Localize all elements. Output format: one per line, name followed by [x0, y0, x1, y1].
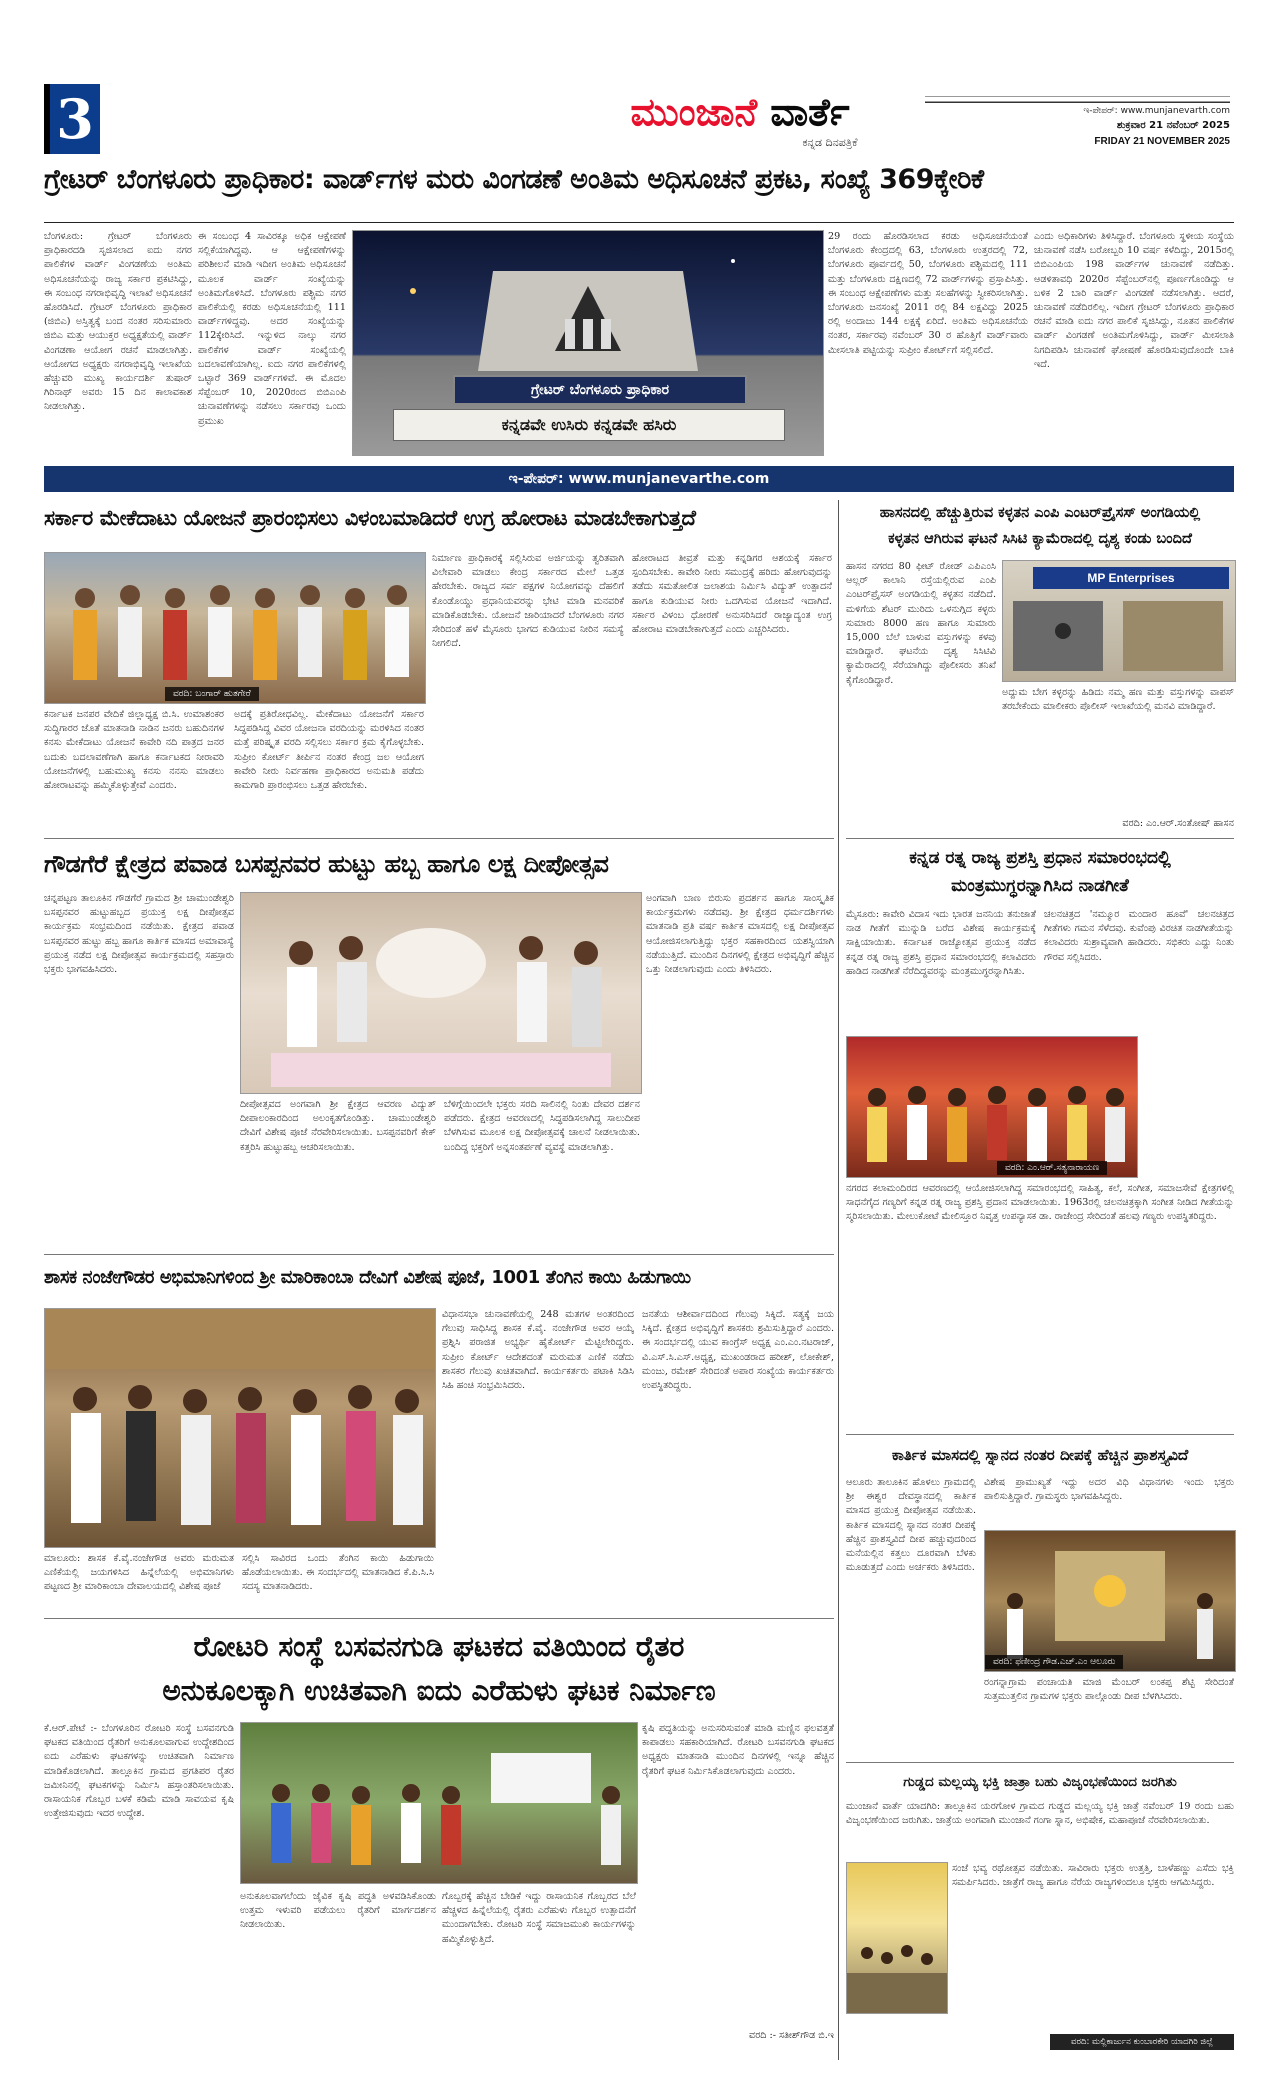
theft-rule: [846, 838, 1234, 839]
masthead-date-english: FRIDAY 21 NOVEMBER 2025: [1094, 136, 1230, 147]
maarikamba-col1: ಮಾಲೂರು: ಶಾಸಕ ಕೆ.ವೈ.ನಂಜೇಗೌಡ ಅವರು ಮರುಮತ ಎಣಿಕೆಯಲ್ಲಿ ಜಯಗಳಿಸಿದ ಹಿನ್ನೆಲೆಯಲ್ಲಿ ಅಭಿಮಾನಿಗಳು ಪಟ್ಟಣದ ಶ್ರೀ ಮಾರಿಕಾಂಬಾ ದೇವಾಲಯದಲ್ಲಿ ವಿಶೇಷ ಪೂಜೆ: [44, 1553, 234, 1593]
maarikamba-photo: [44, 1308, 436, 1548]
mekedatu-photo: [44, 552, 426, 704]
mekedatu-col2: ಅದಕ್ಕೆ ಪ್ರತಿರೋಧವಿಲ್ಲ. ಮೇಕೆದಾಟು ಯೋಜನೆಗೆ ಸರ್ಕಾರ ಸಿದ್ಧಪಡಿಸಿದ್ದ ವಿವರ ಯೋಜನಾ ವರದಿಯನ್ನು ಮರಳಿಸಿದ ನಂತರ ಮತ್ತೆ ಪರಿಷ್ಕೃತ ವರದಿ ಸಲ್ಲಿಸಲು ಸರ್ಕಾರ ಕ್ರಮ ಕೈಗೊಳ್ಳಬೇಕು. ಸುಪ್ರೀಂ ಕೋರ್ಟ್ ತೀರ್ಪಿನ ನಂತರ ಕೇಂದ್ರ ಜಲ ಆಯೋಗ ಕಾವೇರಿ ನೀರು ನಿರ್ವಹಣಾ ಪ್ರಾಧಿಕಾರದ ಅನುಮತಿ ಪಡೆದು ಕಾಮಗಾರಿ ಪ್ರಾರಂಭಿಸಲು ಒತ್ತಡ ಹೇರಬೇಕು.: [234, 709, 424, 792]
lead-col2: ಈ ಸಂಬಂಧ 4 ಸಾವಿರಕ್ಕೂ ಅಧಿಕ ಆಕ್ಷೇಪಣೆ ಸಲ್ಲಿಕೆಯಾಗಿದ್ದವು. ಆ ಆಕ್ಷೇಪಣೆಗಳನ್ನು ಪರಿಶೀಲನೆ ಮಾಡಿ ಇದೀಗ ಅಂತಿಮ ಅಧಿಸೂಚನೆ ಮೂಲಕ ವಾರ್ಡ್ ಸಂಖ್ಯೆಯನ್ನು ಅಂತಿಮಗೊಳಿಸಿದೆ. ಬೆಂಗಳೂರು ಪಶ್ಚಿಮ ನಗರ ಪಾಲಿಕೆಯಲ್ಲಿ ಕರಡು ಅಧಿಸೂಚನೆಯಲ್ಲಿ 111 ವಾರ್ಡ್‌ಗಳಿದ್ದವು. ಅದರ ಸಂಖ್ಯೆಯನ್ನು 112ಕ್ಕೇರಿಸಿದೆ. ಇನ್ನುಳಿದ ನಾಲ್ಕು ನಗರ ಪಾಲಿಕೆಗಳ ವಾರ್ಡ್ ಸಂಖ್ಯೆಯಲ್ಲಿ ಬದಲಾವಣೆಯಾಗಿಲ್ಲ. ಐದು ನಗರ ಪಾಲಿಕೆಗಳಲ್ಲಿ ಒಟ್ಟಾರೆ 369 ವಾರ್ಡ್‌ಗಳಿವೆ. ಈ ಮೊದಲ ಸೆಪ್ಟೆಂಬರ್ 10, 2020ರಂದ ಬಿಬಿಎಂಪಿ ಚುನಾವಣೆಗಳನ್ನು ನಡೆಸಲು ಸರ್ಕಾರವು ಒಂದು ಪ್ರಮುಖ: [198, 231, 346, 427]
karthika-body2: ರಂಗನ್ನಾಗ್ರಾಮ ಪಂಚಾಯತಿ ಮಾಜಿ ಮೆಂಬರ್ ಲಂಕಪ್ಪ ಶೆಟ್ಟಿ ಸೇರಿದಂತೆ ಸುತ್ತಮುತ್ತಲಿನ ಗ್ರಾಮಗಳ ಭಕ್ತರು ಪಾಲ್ಗೊಂಡು ದೀಪ ಬೆಳಗಿಸಿದರು.: [984, 1677, 1234, 1703]
maarikamba-rule: [44, 1618, 834, 1619]
gowdagere-headline: ಗೌಡಗೆರೆ ಕ್ಷೇತ್ರದ ಪವಾಡ ಬಸಪ್ಪನವರ ಹುಟ್ಟು ಹಬ್ಬ ಹಾಗೂ ಲಕ್ಷ ದೀಪೋತ್ಸವ: [44, 850, 609, 878]
maarikamba-col2: ಸಲ್ಲಿಸಿ ಸಾವಿರದ ಒಂದು ತೆಂಗಿನ ಕಾಯಿ ಹಿಡುಗಾಯಿ ಹೊಡೆಯಲಾಯಿತು. ಈ ಸಂದರ್ಭದಲ್ಲಿ ಮಾತನಾಡಿದ ಕೆ.ಪಿ.ಸಿ.ಸಿ ಸದಸ್ಯ ಮಾತನಾಡಿದರು.: [242, 1553, 434, 1593]
karthika-headline: ಕಾರ್ತಿಕ ಮಾಸದಲ್ಲಿ ಸ್ನಾನದ ನಂತರ ದೀಪಕ್ಕೆ ಹೆಚ್ಚಿನ ಪ್ರಾಶಸ್ತ್ಯವಿದೆ: [891, 1446, 1189, 1464]
masthead-lines: [925, 96, 1230, 102]
rotary-col4: ಕೃಷಿ ಪದ್ಧತಿಯನ್ನು ಅನುಸರಿಸುವಂತೆ ಮಾಡಿ ಮಣ್ಣಿನ ಫಲವತ್ತತೆ ಕಾಪಾಡಲು ಸಹಕಾರಿಯಾಗಿದೆ. ರೋಟರಿ ಬಸವನಗುಡಿ ಘಟಕದ ಅಧ್ಯಕ್ಷರು ಮಾತನಾಡಿ ಮುಂದಿನ ದಿನಗಳಲ್ಲಿ ಇನ್ನೂ ಹೆಚ್ಚಿನ ರೈತರಿಗೆ ಘಟಕ ನಿರ್ಮಿಸಿಕೊಡಲಾಗುವುದು ಎಂದರು.: [642, 1723, 834, 1777]
rotary-col3: ಗೊಬ್ಬರಕ್ಕೆ ಹೆಚ್ಚಿನ ಬೇಡಿಕೆ ಇದ್ದು ರಾಸಾಯನಿಕ ಗೊಬ್ಬರದ ಬೆಲೆ ಹೆಚ್ಚಳದ ಹಿನ್ನೆಲೆಯಲ್ಲಿ ರೈತರು ಎರೆಹುಳು ಗೊಬ್ಬರ ಉತ್ಪಾದನೆಗೆ ಮುಂದಾಗಬೇಕು. ರೋಟರಿ ಸಂಸ್ಥೆ ಸಮಾಜಮುಖಿ ಕಾರ್ಯಗಳನ್ನು ಹಮ್ಮಿಕೊಳ್ಳುತ್ತಿದೆ.: [442, 1891, 636, 1945]
nadageethe-body1: ಮೈಸೂರು: ಕಾವೇರಿ ವಿದಾಸ ಇದು ಭಾರತ ಜನನಿಯ ತನುಜಾತೆ ನಾಡ ಗೀತೆಗೆ ಮುನ್ನುಡಿ ಬರೆದ ವಿಶೇಷ ಕಾರ್ಯಕ್ರಮಕ್ಕೆ ಸಾಕ್ಷಿಯಾಯಿತು. ಕರ್ನಾಟಕ ರಾಜ್ಯೋತ್ಸವ ಪ್ರಯುಕ್ತ ನಡೆದ ಕನ್ನಡ ರತ್ನ ರಾಜ್ಯ ಪ್ರಶಸ್ತಿ ಪ್ರಧಾನ ಸಮಾರಂಭದಲ್ಲಿ ಕಲಾವಿದರು ಹಾಡಿದ ನಾಡಗೀತೆ ನೆರೆದಿದ್ದವರನ್ನು ಮಂತ್ರಮುಗ್ಧರನ್ನಾಗಿಸಿತು.: [846, 909, 1036, 977]
gowdagere-col3: ಬೆಳಿಗ್ಗೆಯಿಂದಲೇ ಭಕ್ತರು ಸರದಿ ಸಾಲಿನಲ್ಲಿ ನಿಂತು ದೇವರ ದರ್ಶನ ಪಡೆದರು. ಕ್ಷೇತ್ರದ ಆವರಣದಲ್ಲಿ ಸಿದ್ಧಪಡಿಸಲಾಗಿದ್ದ ಸಾಲುದೀಪ ಬೆಳಗಿಸುವ ಮೂಲಕ ಲಕ್ಷ ದೀಪೋತ್ಸವಕ್ಕೆ ಚಾಲನೆ ನೀಡಲಾಯಿತು. ಬಂದಿದ್ದ ಭಕ್ತರಿಗೆ ಅನ್ನಸಂತರ್ಪಣೆ ವ್ಯವಸ್ಥೆ ಮಾಡಲಾಗಿತ್ತು.: [444, 1099, 640, 1153]
lead-col1: ಬೆಂಗಳೂರು: ಗ್ರೇಟರ್ ಬೆಂಗಳೂರು ಪ್ರಾಧಿಕಾರದಡಿ ಸೃಜಿಸಲಾದ ಐದು ನಗರ ಪಾಲಿಕೆಗಳ ವಾರ್ಡ್ ವಿಂಗಡಣೆಯ ಅಂತಿಮ ಅಧಿಸೂಚನೆಯನ್ನು ರಾಜ್ಯ ಸರ್ಕಾರ ಪ್ರಕಟಿಸಿದ್ದು, ಈ ಸಂಬಂಧ ನಗರಾಭಿವೃದ್ಧಿ ಇಲಾಖೆ ಅಧಿಸೂಚನೆ ಹೊರಡಿಸಿದೆ. ಗ್ರೇಟರ್ ಬೆಂಗಳೂರು ಪ್ರಾಧಿಕಾರ (ಜಿಬಿಎ) ಅಸ್ತಿತ್ವಕ್ಕೆ ಬಂದ ನಂತರ ಸರಿಸುಮಾರು ಜಿಬಿಎ ಮತ್ತು ಆಯುಕ್ತರ ಅಧ್ಯಕ್ಷತೆಯಲ್ಲಿ ವಾರ್ಡ್ ವಿಂಗಡಣಾ ಆಯೋಗ ರಚನೆ ಮಾಡಲಾಗಿತ್ತು. ಆಯೋಗದ ಅಧ್ಯಕ್ಷರು ನಗರಾಭಿವೃದ್ಧಿ ಇಲಾಖೆಯ ಹೆಚ್ಚುವರಿ ಮುಖ್ಯ ಕಾರ್ಯದರ್ಶಿ ತುಷಾರ್ ಗಿರಿನಾಥ್ ಅವರು 15 ದಿನ ಕಾಲಾವಕಾಶ ನೀಡಲಾಗಿತ್ತು.: [44, 231, 192, 413]
nadageethe-headline-line1: ಕನ್ನಡ ರತ್ನ ರಾಜ್ಯ ಪ್ರಶಸ್ತಿ ಪ್ರಧಾನ ಸಮಾರಂಭದಲ್ಲಿ: [909, 848, 1171, 868]
masthead-website[interactable]: ಇ-ಪೇಪರ್: www.munjanevarth.com: [1083, 106, 1230, 116]
mekedatu-headline: ಸರ್ಕಾರ ಮೇಕೆದಾಟು ಯೋಜನೆ ಪ್ರಾರಂಭಿಸಲು ವಿಳಂಬಮಾಡಿದರೆ ಉಗ್ರ ಹೋರಾಟ ಮಾಡಬೇಕಾಗುತ್ತದೆ: [44, 506, 696, 530]
mekedatu-col4: ಹೋರಾಟದ ತೀವ್ರತೆ ಮತ್ತು ಕನ್ನಡಿಗರ ಆಶಯಕ್ಕೆ ಸರ್ಕಾರ ಸ್ಪಂದಿಸಬೇಕು. ಕಾವೇರಿ ನೀರು ಸಮುದ್ರಕ್ಕೆ ಹರಿದು ಹೋಗುವುದನ್ನು ತಡೆದು ಸಮತೋಲಿತ ಜಲಾಶಯ ನಿರ್ಮಿಸಿ ವಿದ್ಯುತ್ ಉತ್ಪಾದನೆ ಹಾಗೂ ಕುಡಿಯುವ ನೀರು ಒದಗಿಸುವ ಯೋಜನೆ ಇದಾಗಿದೆ. ಸರ್ಕಾರ ವಿಳಂಬ ಧೋರಣೆ ಅನುಸರಿಸಿದರೆ ರಾಜ್ಯಾದ್ಯಂತ ಉಗ್ರ ಹೋರಾಟ ಮಾಡಬೇಕಾಗುತ್ತದೆ ಎಂದು ಎಚ್ಚರಿಸಿದರು.: [632, 553, 832, 636]
masthead-title: [580, 88, 900, 136]
karthika-photo-temple: [985, 1531, 1235, 1671]
nadageethe-body-right: ಚಲನಚಿತ್ರದ 'ನಮ್ಮೂರ ಮಂದಾರ ಹೂವೆ' ಚಲನಚಿತ್ರದ ಗೀತೆಗಳು ಗಮನ ಸೆಳೆದವು. ಕುವೆಂಪು ವಿರಚಿತ ನಾಡಗೀತೆಯನ್ನು ಕಲಾವಿದರು ಸುಶ್ರಾವ್ಯವಾಗಿ ಹಾಡಿದರು. ಸಭಿಕರು ಎದ್ದು ನಿಂತು ಗೌರವ ಸಲ್ಲಿಸಿದರು.: [1044, 909, 1234, 963]
masthead-date-kannada: ಶುಕ್ರವಾರ 21 ನವೆಂಬರ್ 2025: [1116, 120, 1230, 131]
mekedatu-col1: ಕರ್ನಾಟಕ ಜನಪರ ವೇದಿಕೆ ಜಿಲ್ಲಾಧ್ಯಕ್ಷ ಬಿ.ಸಿ. ಉಮಾಶಂಕರ ಸುದ್ದಿಗಾರರ ಜೊತೆ ಮಾತನಾಡಿ ನಾಡಿನ ಜನರು ಬಹುದಿನಗಳ ಕನಸು ಮೇಕೆದಾಟು ಯೋಜನೆ ಕಾವೇರಿ ನದಿ ಪಾತ್ರದ ಜನರ ಬದುಕು ಬದಲಾವಣೆಗಾಗಿ ಹಾಗೂ ಕರ್ನಾಟಕದ ನೀರಾವರಿ ಯೋಜನೆಗಳಲ್ಲಿ ಬಹುಮುಖ್ಯ ಕನಸು ನನಸು ಮಾಡಲು ಹೋರಾಟವನ್ನು ಹಮ್ಮಿಕೊಳ್ಳುತ್ತೇವೆ ಎಂದರು.: [44, 709, 224, 792]
page-number-box: [44, 84, 100, 154]
gowdagere-col1: ಚನ್ನಪಟ್ಟಣ ತಾಲೂಕಿನ ಗೌಡಗೆರೆ ಗ್ರಾಮದ ಶ್ರೀ ಚಾಮುಂಡೇಶ್ವರಿ ಬಸಪ್ಪನವರ ಹುಟ್ಟುಹಬ್ಬದ ಪ್ರಯುಕ್ತ ಲಕ್ಷ ದೀಪೋತ್ಸವ ಕಾರ್ಯಕ್ರಮ ಸಂಭ್ರಮದಿಂದ ನಡೆಯಿತು. ಕ್ಷೇತ್ರದ ಪವಾಡ ಬಸಪ್ಪನವರ ಹುಟ್ಟು ಹಬ್ಬ ಹಾಗೂ ಕಾರ್ತಿಕ ಮಾಸದ ಅಮಾವಾಸ್ಯೆ ಪ್ರಯುಕ್ತ ನಡೆದ ಲಕ್ಷ ದೀಪೋತ್ಸವ ಕಾರ್ಯಕ್ರಮದಲ್ಲಿ ಸಹಸ್ರಾರು ಭಕ್ತರು ಭಾಗವಹಿಸಿದರು.: [44, 893, 234, 976]
gowdagere-col2-caption: ದೀಪೋತ್ಸವದ ಅಂಗವಾಗಿ ಶ್ರೀ ಕ್ಷೇತ್ರದ ಆವರಣ ವಿದ್ಯುತ್ ದೀಪಾಲಂಕಾರದಿಂದ ಅಲಂಕೃತಗೊಂಡಿತ್ತು. ಚಾಮುಂಡೇಶ್ವರಿ ದೇವಿಗೆ ವಿಶೇಷ ಪೂಜೆ ನೆರವೇರಿಸಲಾಯಿತು. ಬಸಪ್ಪನವರಿಗೆ ಕೇಕ್ ಕತ್ತರಿಸಿ ಹುಟ್ಟುಹಬ್ಬ ಆಚರಿಸಲಾಯಿತು.: [240, 1099, 436, 1153]
rotary-headline-line2: ಅನುಕೂಲಕ್ಕಾಗಿ ಉಚಿತವಾಗಿ ಐದು ಎರೆಹುಳು ಘಟಕ ನಿರ್ಮಾಣ: [162, 1674, 716, 1707]
karthika-body-right: ವಿಶೇಷ ಪ್ರಾಮುಖ್ಯತೆ ಇದ್ದು ಅದರ ವಿಧಿ ವಿಧಾನಗಳು ಇಂದು ಭಕ್ತರು ಪಾಲಿಸುತ್ತಿದ್ದಾರೆ. ಗ್ರಾಮಸ್ಥರು ಭಾಗವಹಿಸಿದ್ದರು.: [984, 1477, 1234, 1503]
rotary-headline-line1: ರೋಟರಿ ಸಂಸ್ಥೆ ಬಸವನಗುಡಿ ಘಟಕದ ವತಿಯಿಂದ ರೈತರ: [193, 1630, 685, 1663]
malleshwara-photo-crowd: [847, 1863, 947, 2013]
karthika-rule: [846, 1762, 1234, 1763]
malleshwara-caption: [1050, 2034, 1234, 2050]
maarikamba-photo-crowd: [45, 1309, 435, 1547]
theft-shop-sign: MP Enterprises: [1033, 567, 1229, 589]
masthead-subtitle: ಕನ್ನಡ ದಿನಪತ್ರಿಕೆ: [802, 136, 858, 149]
epaper-strip-text[interactable]: ಇ-ಪೇಪರ್: www.munjanevarthe.com: [508, 471, 770, 487]
mekedatu-photo-people: [45, 553, 425, 703]
rotary-col1: ಕೆ.ಆರ್.ಪೇಟೆ :- ಬೆಂಗಳೂರಿನ ರೋಟರಿ ಸಂಸ್ಥೆ ಬಸವನಗುಡಿ ಘಟಕದ ವತಿಯಿಂದ ರೈತರಿಗೆ ಅನುಕೂಲವಾಗುವ ಉದ್ದೇಶದಿಂದ ಐದು ಎರೆಹುಳು ಘಟಕಗಳನ್ನು ಉಚಿತವಾಗಿ ನಿರ್ಮಾಣ ಮಾಡಿಕೊಡಲಾಗಿದೆ. ತಾಲ್ಲೂಕಿನ ಗ್ರಾಮದ ಪ್ರಗತಿಪರ ರೈತರ ಜಮೀನಿನಲ್ಲಿ ಘಟಕಗಳನ್ನು ನಿರ್ಮಿಸಿ ಹಸ್ತಾಂತರಿಸಲಾಯಿತು. ರಾಸಾಯನಿಕ ಗೊಬ್ಬರ ಬಳಕೆ ಕಡಿಮೆ ಮಾಡಿ ಸಾವಯವ ಕೃಷಿ ಉತ್ತೇಜಿಸುವುದು ಇದರ ಉದ್ದೇಶ.: [44, 1723, 234, 1820]
lead-rule: [44, 222, 1234, 223]
nadageethe-headline-line2: ಮಂತ್ರಮುಗ್ಧರನ್ನಾಗಿಸಿದ ನಾಡಗೀತೆ: [951, 876, 1129, 896]
masthead-title-part2: ವಾರ್ತೆ: [770, 90, 850, 134]
karthika-photo: [984, 1530, 1236, 1672]
mekedatu-rule: [44, 838, 834, 839]
lead-photo: [352, 230, 824, 456]
malleshwara-body2: ಸಂಜೆ ಭವ್ಯ ರಥೋತ್ಸವ ನಡೆಯಿತು. ಸಾವಿರಾರು ಭಕ್ತರು ಉತ್ತತ್ತಿ, ಬಾಳೆಹಣ್ಣು ಎಸೆದು ಭಕ್ತಿ ಸಮರ್ಪಿಸಿದರು. ಜಾತ್ರೆಗೆ ರಾಜ್ಯ ಹಾಗೂ ನೆರೆಯ ರಾಜ್ಯಗಳಿಂದಲೂ ಭಕ್ತರು ಆಗಮಿಸಿದ್ದರು.: [952, 1863, 1234, 1889]
gowdagere-rule: [44, 1254, 834, 1255]
rotary-byline: ವರದಿ :- ಸತೀಶ್‌ಗೌಡ ಬಿ.ಇ: [749, 2030, 834, 2041]
masthead-rule-top: [925, 102, 1230, 103]
rotary-col2-caption: ಅನುಕೂಲವಾಗಲೆಂದು ಜೈವಿಕ ಕೃಷಿ ಪದ್ಧತಿ ಅಳವಡಿಸಿಕೊಂಡು ಉತ್ತಮ ಇಳುವರಿ ಪಡೆಯಲು ರೈತರಿಗೆ ಮಾರ್ಗದರ್ಶನ ನೀಡಲಾಯಿತು.: [240, 1891, 436, 1931]
maarikamba-headline: ಶಾಸಕ ನಂಜೇಗೌಡರ ಅಭಿಮಾನಿಗಳಿಂದ ಶ್ರೀ ಮಾರಿಕಾಂಬಾ ದೇವಿಗೆ ವಿಶೇಷ ಪೂಜೆ, 1001 ತೆಂಗಿನ ಕಾಯಿ ಹಿಡುಗಾಯಿ: [44, 1267, 691, 1288]
gowdagere-col4: ಅಂಗವಾಗಿ ಬಾಣ ಬಿರುಸು ಪ್ರದರ್ಶನ ಹಾಗೂ ಸಾಂಸ್ಕೃತಿಕ ಕಾರ್ಯಕ್ರಮಗಳು ನಡೆದವು. ಶ್ರೀ ಕ್ಷೇತ್ರದ ಧರ್ಮದರ್ಶಿಗಳು ಮಾತನಾಡಿ ಪ್ರತಿ ವರ್ಷ ಕಾರ್ತಿಕ ಮಾಸದಲ್ಲಿ ಲಕ್ಷ ದೀಪೋತ್ಸವ ಆಯೋಜಿಸಲಾಗುತ್ತಿದ್ದು ಭಕ್ತರ ಸಹಕಾರದಿಂದ ಯಶಸ್ವಿಯಾಗಿ ನಡೆಯುತ್ತಿದೆ. ಮುಂದಿನ ದಿನಗಳಲ್ಲಿ ಕ್ಷೇತ್ರದ ಅಭಿವೃದ್ಧಿಗೆ ಹೆಚ್ಚಿನ ಒತ್ತು ನೀಡಲಾಗುವುದು ಎಂದು ತಿಳಿಸಿದರು.: [646, 893, 834, 976]
nadageethe-rule: [846, 1434, 1234, 1435]
page-number: 3: [56, 87, 94, 151]
nadageethe-photo-stage: [847, 1037, 1137, 1177]
epaper-strip[interactable]: [44, 466, 1234, 492]
rotary-photo: [240, 1722, 638, 1884]
theft-photo-interior: [1003, 561, 1235, 681]
mekedatu-col3: ನಿರ್ಮಾಣ ಪ್ರಾಧಿಕಾರಕ್ಕೆ ಸಲ್ಲಿಸಿರುವ ಅರ್ಜಿಯನ್ನು ತ್ವರಿತವಾಗಿ ವಿಲೇವಾರಿ ಮಾಡಲು ಕೇಂದ್ರ ಸರ್ಕಾರದ ಮೇಲೆ ಒತ್ತಡ ಹೇರಬೇಕು. ರಾಜ್ಯದ ಸರ್ವ ಪಕ್ಷಗಳ ನಿಯೋಗವನ್ನು ದೆಹಲಿಗೆ ಕೊಂಡೊಯ್ದು ಪ್ರಧಾನಿಯವರನ್ನು ಭೇಟಿ ಮಾಡಿ ಮನವರಿಕೆ ಮಾಡಿಕೊಡಬೇಕು. ಯೋಜನೆ ಜಾರಿಯಾದರೆ ಬೆಂಗಳೂರು ನಗರ ಸೇರಿದಂತೆ ಹಳೆ ಮೈಸೂರು ಭಾಗದ ಕುಡಿಯುವ ನೀರಿನ ಸಮಸ್ಯೆ ನೀಗಲಿದೆ.: [432, 553, 624, 650]
rotary-photo-scene: [241, 1723, 637, 1883]
karthika-body1: ಆಲೂರು ತಾಲೂಕಿನ ಹೊಳಲು ಗ್ರಾಮದಲ್ಲಿ ಶ್ರೀ ಈಶ್ವರ ದೇವಸ್ಥಾನದಲ್ಲಿ ಕಾರ್ತಿಕ ಮಾಸದ ಪ್ರಯುಕ್ತ ದೀಪೋತ್ಸವ ನಡೆಯಿತು. ಕಾರ್ತಿಕ ಮಾಸದಲ್ಲಿ ಸ್ನಾನದ ನಂತರ ದೀಪಕ್ಕೆ ಹೆಚ್ಚಿನ ಪ್ರಾಶಸ್ತ್ಯವಿದೆ ದೀಪ ಹಚ್ಚುವುದರಿಂದ ಮನೆಯಲ್ಲಿನ ಕತ್ತಲು ದೂರವಾಗಿ ಬೆಳಕು ಮೂಡುತ್ತದೆ ಎಂದು ಅರ್ಚಕರು ತಿಳಿಸಿದರು.: [846, 1477, 976, 1574]
malleshwara-body1: ಮುಂಜಾನೆ ವಾರ್ತೆ ಯಾದಗಿರಿ: ತಾಲ್ಲೂಕಿನ ಯರಗೋಳ ಗ್ರಾಮದ ಗುಡ್ಡದ ಮಲ್ಲಯ್ಯ ಭಕ್ತಿ ಜಾತ್ರೆ ನವೆಂಬರ್ 19 ರಂದು ಬಹು ವಿಜೃಂಭಣೆಯಿಂದ ಜರುಗಿತು. ಜಾತ್ರೆಯ ಅಂಗವಾಗಿ ಮುಂಜಾನೆ ಗಂಗಾ ಸ್ನಾನ, ಅಭಿಷೇಕ, ಮಹಾಪೂಜೆ ನೆರವೇರಿಸಲಾಯಿತು.: [846, 1801, 1234, 1827]
lead-photo-banner: ಗ್ರೇಟರ್ ಬೆಂಗಳೂರು ಪ್ರಾಧಿಕಾರ: [453, 375, 747, 405]
mekedatu-photo-caption: ವರದಿ: ಬಂಗಾರ್‌ ಹುತಗೇರೆ: [165, 687, 259, 701]
gowdagere-photo: [240, 892, 642, 1094]
theft-body: ಹಾಸನ ನಗರದ 80 ಫೀಟ್ ರೋಡ್ ಎಪಿಎಂಸಿ ಆಲ್ಲರ್ ಕಾಲಾನಿ ರಸ್ತೆಯಲ್ಲಿರುವ ಎಂಪಿ ಎಂಟರ್‌ಪ್ರೈಸಸ್ ಅಂಗಡಿಯಲ್ಲಿ ಕಳ್ಳತನ ನಡೆದಿದೆ. ಮಳಿಗೆಯ ಶೆಟರ್ ಮುರಿದು ಒಳನುಗ್ಗಿದ ಕಳ್ಳರು ಸುಮಾರು 8000 ಹಣ ಹಾಗೂ ಸುಮಾರು 15,000 ಬೆಲೆ ಬಾಳುವ ವಸ್ತುಗಳನ್ನು ಕಳವು ಮಾಡಿದ್ದಾರೆ. ಘಟನೆಯ ದೃಶ್ಯ ಸಿಸಿಟಿವಿ ಕ್ಯಾಮೆರಾದಲ್ಲಿ ಸೆರೆಯಾಗಿದ್ದು ಪೊಲೀಸರು ತನಿಖೆ ಕೈಗೊಂಡಿದ್ದಾರೆ.: [846, 561, 996, 686]
malleshwara-headline: ಗುಡ್ಡದ ಮಲ್ಲಯ್ಯ ಭಕ್ತಿ ಜಾತ್ರಾ ಬಹು ವಿಜೃಂಭಣೆಯಿಂದ ಜರಗಿತು: [903, 1774, 1177, 1790]
lead-photo-slogan: ಕನ್ನಡವೇ ಉಸಿರು ಕನ್ನಡವೇ ಹಸಿರು: [393, 409, 785, 441]
lead-col3: 29 ರಂದು ಹೊರಡಿಸಲಾದ ಕರಡು ಅಧಿಸೂಚನೆಯಂತೆ ಬೆಂಗಳೂರು ಕೇಂದ್ರದಲ್ಲಿ 63, ಬೆಂಗಳೂರು ಉತ್ತರದಲ್ಲಿ 72, ಬೆಂಗಳೂರು ಪೂರ್ವದಲ್ಲಿ 50, ಬೆಂಗಳೂರು ಪಶ್ಚಿಮದಲ್ಲಿ 111 ಮತ್ತು ಬೆಂಗಳೂರು ದಕ್ಷಿಣದಲ್ಲಿ 72 ವಾರ್ಡ್‌ಗಳನ್ನು ಪ್ರಸ್ತಾಪಿಸಿತ್ತು. ಈ ಸಂಬಂಧ ಆಕ್ಷೇಪಣೆಗಳು ಮತ್ತು ಸಲಹೆಗಳನ್ನು ಸ್ವೀಕರಿಸಲಾಗಿತ್ತು. ಬೆಂಗಳೂರು ಜನಸಂಖ್ಯೆ 2011 ರಲ್ಲಿ 84 ಲಕ್ಷವಿದ್ದು 2025 ರಲ್ಲಿ ಅಂದಾಜು 144 ಲಕ್ಷಕ್ಕೆ ಏರಿದೆ. ಅಂತಿಮ ಅಧಿಸೂಚನೆಯ ನಂತರ, ಸರ್ಕಾರವು ನವೆಂಬರ್ 30 ರ ಹೊತ್ತಿಗೆ ವಾರ್ಡ್‌ವಾರು ಮೀಸಲಾತಿ ಪಟ್ಟಿಯನ್ನು ಸುಪ್ರೀಂ ಕೋರ್ಟ್‌ಗೆ ಸಲ್ಲಿಸಲಿದೆ.: [828, 231, 1028, 356]
maarikamba-col4: ಜನತೆಯ ಆಶೀರ್ವಾದದಿಂದ ಗೆಲುವು ಸಿಕ್ಕಿದೆ. ಸತ್ಯಕ್ಕೆ ಜಯ ಸಿಕ್ಕಿದೆ. ಕ್ಷೇತ್ರದ ಅಭಿವೃದ್ಧಿಗೆ ಶಾಸಕರು ಶ್ರಮಿಸುತ್ತಿದ್ದಾರೆ ಎಂದರು. ಈ ಸಂದರ್ಭದಲ್ಲಿ ಯುವ ಕಾಂಗ್ರೆಸ್ ಅಧ್ಯಕ್ಷ ಎಂ.ಎಂ.ನಟರಾಜ್, ವಿ.ಎಸ್.ಸಿ.ಎಸ್.ಅಧ್ಯಕ್ಷ, ಮುಖಂಡರಾದ ಹರೀಶ್, ಲೋಕೇಶ್, ಮಂಜು, ರಮೇಶ್ ಸೇರಿದಂತೆ ಅಪಾರ ಸಂಖ್ಯೆಯ ಕಾರ್ಯಕರ್ತರು ಉಪಸ್ಥಿತರಿದ್ದರು.: [642, 1309, 834, 1392]
theft-body2: ಅದ್ದುಮ ಬೇಗ ಕಳ್ಳರನ್ನು ಹಿಡಿದು ನಮ್ಮ ಹಣ ಮತ್ತು ವಸ್ತುಗಳನ್ನು ವಾಪಸ್ ತರಬೇಕೆಂದು ಮಾಲೀಕರು ಪೊಲೀಸ್ ಇಲಾಖೆಯಲ್ಲಿ ಮನವಿ ಮಾಡಿದ್ದಾರೆ.: [1002, 687, 1234, 713]
gowdagere-photo-scene: [241, 893, 641, 1093]
masthead-title-part1: ಮುಂಜಾನೆ: [630, 90, 758, 134]
nadageethe-body2: ನಗರದ ಕಲಾಮಂದಿರದ ಆವರಣದಲ್ಲಿ ಆಯೋಜಿಸಲಾಗಿದ್ದ ಸಮಾರಂಭದಲ್ಲಿ ಸಾಹಿತ್ಯ, ಕಲೆ, ಸಂಗೀತ, ಸಮಾಜಸೇವೆ ಕ್ಷೇತ್ರಗಳಲ್ಲಿ ಸಾಧನೆಗೈದ ಗಣ್ಯರಿಗೆ ಕನ್ನಡ ರತ್ನ ರಾಜ್ಯ ಪ್ರಶಸ್ತಿ ಪ್ರದಾನ ಮಾಡಲಾಯಿತು. 1963ರಲ್ಲಿ ಚಲನಚಿತ್ರಕ್ಕಾಗಿ ಸಂಗೀತ ನೀಡಿದ ಗೀತೆಯನ್ನು ಸ್ಮರಿಸಲಾಯಿತು. ಮೇಲುಕೋಟೆ ಮೇಲಿಸ್ತೂರ ನಿವೃತ್ತ ಉಪನ್ಯಾಸಕ ಡಾ. ರಾಜೇಂದ್ರ ಸೇರಿದಂತೆ ಹಲವು ಗಣ್ಯರು ಉಪಸ್ಥಿತರಿದ್ದರು.: [846, 1183, 1234, 1223]
column-divider: [838, 500, 839, 2060]
malleshwara-caption-text: ವರದಿ: ಮಲ್ಲಿಕಾರ್ಜುನ ಕುಂಬಾರಕೇರಿ ಯಾದಗಿರಿ ಜಿಲ್ಲೆ: [1071, 2037, 1213, 2047]
theft-headline-line1: ಹಾಸನದಲ್ಲಿ ಹೆಚ್ಚುತ್ತಿರುವ ಕಳ್ಳತನ ಎಂಪಿ ಎಂಟರ್‌ಪ್ರೈಸಸ್ ಅಂಗಡಿಯಲ್ಲಿ: [879, 505, 1201, 521]
theft-headline-line2: ಕಳ್ಳತನ ಆಗಿರುವ ಘಟನೆ ಸಿಸಿಟಿ ಕ್ಯಾಮೆರಾದಲ್ಲಿ ದೃಶ್ಯ ಕಂಡು ಬಂದಿದೆ: [888, 531, 1192, 547]
theft-photo: [1002, 560, 1236, 682]
maarikamba-col3: ವಿಧಾನಸಭಾ ಚುನಾವಣೆಯಲ್ಲಿ 248 ಮತಗಳ ಅಂತರದಿಂದ ಗೆಲುವು ಸಾಧಿಸಿದ್ದ ಶಾಸಕ ಕೆ.ವೈ. ನಂಜೇಗೌಡ ಅವರ ಆಯ್ಕೆ ಪ್ರಶ್ನಿಸಿ ಪರಾಜಿತ ಅಭ್ಯರ್ಥಿ ಹೈಕೋರ್ಟ್ ಮೆಟ್ಟಿಲೇರಿದ್ದರು. ಸುಪ್ರೀಂ ಕೋರ್ಟ್ ಆದೇಶದಂತೆ ಮರುಮತ ಎಣಿಕೆ ನಡೆದು ಶಾಸಕರ ಗೆಲುವು ಖಚಿತವಾಗಿದೆ. ಕಾರ್ಯಕರ್ತರು ಪಟಾಕಿ ಸಿಡಿಸಿ ಸಿಹಿ ಹಂಚಿ ಸಂಭ್ರಮಿಸಿದರು.: [442, 1309, 634, 1392]
nadageethe-photo-caption: ವರದಿ: ಎಂ.ಆರ್.ಸತ್ಯನಾರಾಯಣ: [997, 1161, 1107, 1175]
karthika-photo-caption: ವರದಿ: ಫಣೀಂದ್ರ ಗೌಡ.ಎಚ್.ಎಂ ಆಲೂರು: [985, 1655, 1123, 1669]
nadageethe-photo: [846, 1036, 1138, 1178]
lead-headline: ಗ್ರೇಟರ್ ಬೆಂಗಳೂರು ಪ್ರಾಧಿಕಾರ: ವಾರ್ಡ್‌ಗಳ ಮರು ವಿಂಗಡಣೆ ಅಂತಿಮ ಅಧಿಸೂಚನೆ ಪ್ರಕಟ, ಸಂಖ್ಯೆ 369ಕ್ಕೇರಿಕೆ: [44, 164, 984, 195]
theft-byline: ವರದಿ: ಎಂ.ಆರ್.ಸಂತೋಷ್ ಹಾಸನ: [1122, 818, 1234, 829]
lead-col4: ಎಂದು ಅಧಿಕಾರಿಗಳು ತಿಳಿಸಿದ್ದಾರೆ. ಬೆಂಗಳೂರು ಸ್ಥಳೀಯ ಸಂಸ್ಥೆಯ ಚುನಾವಣೆ ನಡೆಸಿ ಬರೋಬ್ಬರಿ 10 ವರ್ಷ ಕಳೆದಿದ್ದು, 2015ರಲ್ಲಿ ಬಿಬಿಎಂಪಿಯ 198 ವಾರ್ಡ್‌ಗಳ ಚುನಾವಣೆ ನಡೆದಿತ್ತು. ಆಡಳಿತಾವಧಿ 2020ರ ಸೆಪ್ಟೆಂಬರ್‌ನಲ್ಲಿ ಪೂರ್ಣಗೊಂಡಿದ್ದು ಆ ಬಳಿಕ 2 ಬಾರಿ ವಾರ್ಡ್ ವಿಂಗಡಣೆ ನಡೆಸಲಾಗಿತ್ತು. ಆದರೆ, ಚುನಾವಣೆ ನಡೆದಿರಲಿಲ್ಲ. ಇದೀಗ ಗ್ರೇಟರ್ ಬೆಂಗಳೂರು ಪ್ರಾಧಿಕಾರ ರಚನೆ ಮಾಡಿ ಐದು ನಗರ ಪಾಲಿಕೆ ಸೃಜಿಸಿದ್ದು, ನೂತನ ಪಾಲಿಕೆಗಳ ವಾರ್ಡ್ ವಿಂಗಡಣೆ ಅಂತಿಮಗೊಳಿಸಿದ್ದು, ವಾರ್ಡ್ ಮೀಸಲಾತಿ ನಿಗದಿಪಡಿಸಿ ಚುನಾವಣೆ ಘೋಷಣೆ ಹೊರಡಿಸುವುದೊಂದೇ ಬಾಕಿ ಇದೆ.: [1034, 231, 1234, 370]
malleshwara-photo: [846, 1862, 948, 2014]
